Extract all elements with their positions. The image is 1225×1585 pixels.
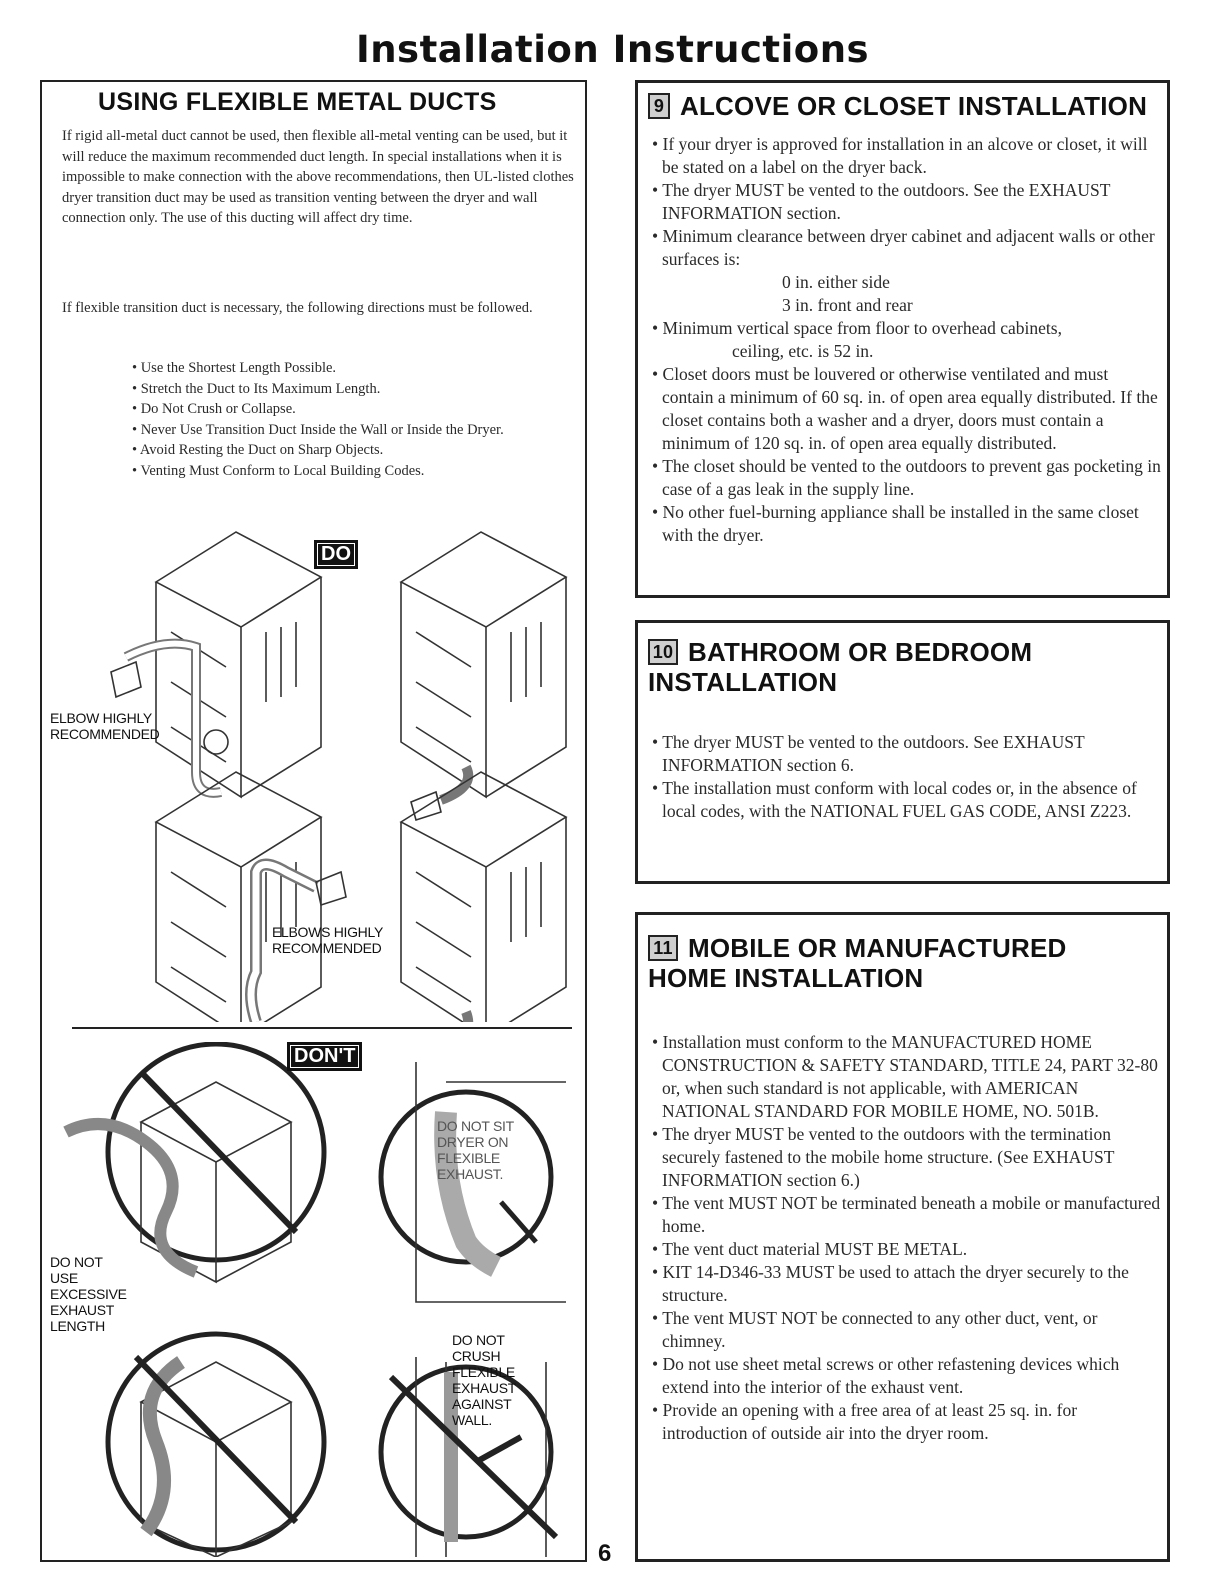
section-10-panel (635, 620, 1170, 884)
clearance-front: 3 in. front and rear (782, 295, 913, 315)
list-item: • Never Use Transition Duct Inside the Wall or Inside the Dryer. (132, 420, 552, 441)
list-item: • The closet should be vented to the outdoors to prevent gas pocketing in case of a gas leak in the supply line. (648, 455, 1163, 501)
list-item: • Installation must conform to the MANUFACTURED HOME CONSTRUCTION & SAFETY STANDARD, TITLE 24, PART 32-80 or, when such standard is not applicable, with AMERICAN NATIONAL STANDARD FOR MOBILE HOME, NO. 501B. (648, 1031, 1163, 1123)
list-item: • If your dryer is approved for installation in an alcove or closet, it will be stated on a label on the dryer back. (648, 133, 1163, 179)
section-10-bullets (648, 731, 1163, 823)
dont-label: DON'T (287, 1042, 362, 1071)
section-number-badge: 11 (648, 935, 678, 961)
flexible-ducts-panel (40, 80, 587, 1562)
section-11-title-line1: MOBILE OR MANUFACTURED (688, 933, 1067, 963)
section-11-heading (648, 933, 1067, 993)
section-9-panel (635, 80, 1170, 598)
dryer-illustration (401, 532, 566, 797)
list-item: • Do not use sheet metal screws or other refastening devices which extend into the interior of the exhaust vent. (648, 1353, 1163, 1399)
list-item (648, 225, 1163, 317)
list-item: • The dryer MUST be vented to the outdoors. See EXHAUST INFORMATION section 6. (648, 731, 1163, 777)
vertical-space-text: Minimum vertical space from floor to overhead cabinets, (662, 318, 1062, 338)
section-10-heading (648, 637, 1032, 697)
list-item: • The vent MUST NOT be connected to any other duct, vent, or chimney. (648, 1307, 1163, 1353)
elbow-callout: ELBOW HIGHLY RECOMMENDED (50, 710, 160, 742)
list-item: • Venting Must Conform to Local Building Codes. (132, 461, 552, 482)
flexible-ducts-directions (132, 358, 552, 481)
list-item: • Do Not Crush or Collapse. (132, 399, 552, 420)
section-9-heading (648, 91, 1147, 121)
list-item: • The vent duct material MUST BE METAL. (648, 1238, 1163, 1261)
flexible-ducts-heading: USING FLEXIBLE METAL DUCTS (98, 88, 497, 116)
list-item: • Provide an opening with a free area of at least 25 sq. in. for introduction of outside air into the dryer room. (648, 1399, 1163, 1445)
no-crush-callout: DO NOT CRUSH FLEXIBLE EXHAUST AGAINST WALL. (452, 1332, 516, 1428)
no-sit-dryer-callout: DO NOT SIT DRYER ON FLEXIBLE EXHAUST. (437, 1118, 514, 1182)
page-number: 6 (598, 1540, 612, 1567)
dryer-illustration (156, 532, 321, 797)
page-title: Installation Instructions (355, 28, 870, 71)
clearance-text: Minimum clearance between dryer cabinet and adjacent walls or other surfaces is: (662, 226, 1155, 269)
section-10-title-line1: BATHROOM OR BEDROOM (688, 637, 1033, 667)
section-9-title: ALCOVE OR CLOSET INSTALLATION (680, 91, 1148, 121)
clearance-side: 0 in. either side (782, 272, 890, 292)
section-number-badge: 10 (648, 639, 678, 665)
list-item: • The vent MUST NOT be terminated beneath a mobile or manufactured home. (648, 1192, 1163, 1238)
list-item: • The dryer MUST be vented to the outdoors. See the EXHAUST INFORMATION section. (648, 179, 1163, 225)
dryer-illustration (156, 772, 321, 1022)
list-item: • The dryer MUST be vented to the outdoors with the termination securely fastened to the mobile home structure. (See EXHAUST INFORMATION section 6.) (648, 1123, 1163, 1192)
list-item: • No other fuel-burning appliance shall be installed in the same closet with the dryer. (648, 501, 1163, 547)
list-item: • The installation must conform with local codes or, in the absence of local codes, with the NATIONAL FUEL GAS CODE, ANSI Z223. (648, 777, 1163, 823)
section-number-badge: 9 (648, 93, 670, 119)
section-11-panel (635, 912, 1170, 1562)
list-item: • Closet doors must be louvered or otherwise ventilated and must contain a minimum of 60 sq. in. of open area equally distributed. If the closet contains both a washer and a dryer, doors must contain a minimum of 120 sq. in. of open area equally distributed. (648, 363, 1163, 455)
section-11-bullets (648, 1031, 1163, 1445)
list-item: • Avoid Resting the Duct on Sharp Objects. (132, 440, 552, 461)
section-10-title-line2: INSTALLATION (648, 667, 838, 697)
list-item: • Use the Shortest Length Possible. (132, 358, 552, 379)
flexible-ducts-directions-intro: If flexible transition duct is necessary, the following directions must be followed. (62, 300, 533, 316)
elbows-callout: ELBOWS HIGHLY RECOMMENDED (272, 924, 383, 956)
do-label: DO (314, 540, 358, 569)
vertical-space-value: ceiling, etc. is 52 in. (732, 341, 874, 361)
list-item: • KIT 14-D346-33 MUST be used to attach the dryer securely to the structure. (648, 1261, 1163, 1307)
flexible-ducts-intro: If rigid all-metal duct cannot be used, then flexible all-metal venting can be used, but it will reduce the maximum recommended duct length. In special installations when it is impossible to make connection with the above recommendations, then UL-listed clothes dryer transition duct may be used as transition venting between the dryer and wall connection only. The use of this ducting will affect dry time. (62, 128, 574, 226)
do-dont-divider (72, 1027, 572, 1029)
dryer-illustration (401, 772, 566, 1022)
section-9-bullets (648, 133, 1163, 547)
list-item: • Stretch the Duct to Its Maximum Length. (132, 379, 552, 400)
no-excessive-length-callout: DO NOT USE EXCESSIVE EXHAUST LENGTH (50, 1254, 127, 1334)
list-item (648, 317, 1163, 363)
section-11-title-line2: HOME INSTALLATION (648, 963, 924, 993)
